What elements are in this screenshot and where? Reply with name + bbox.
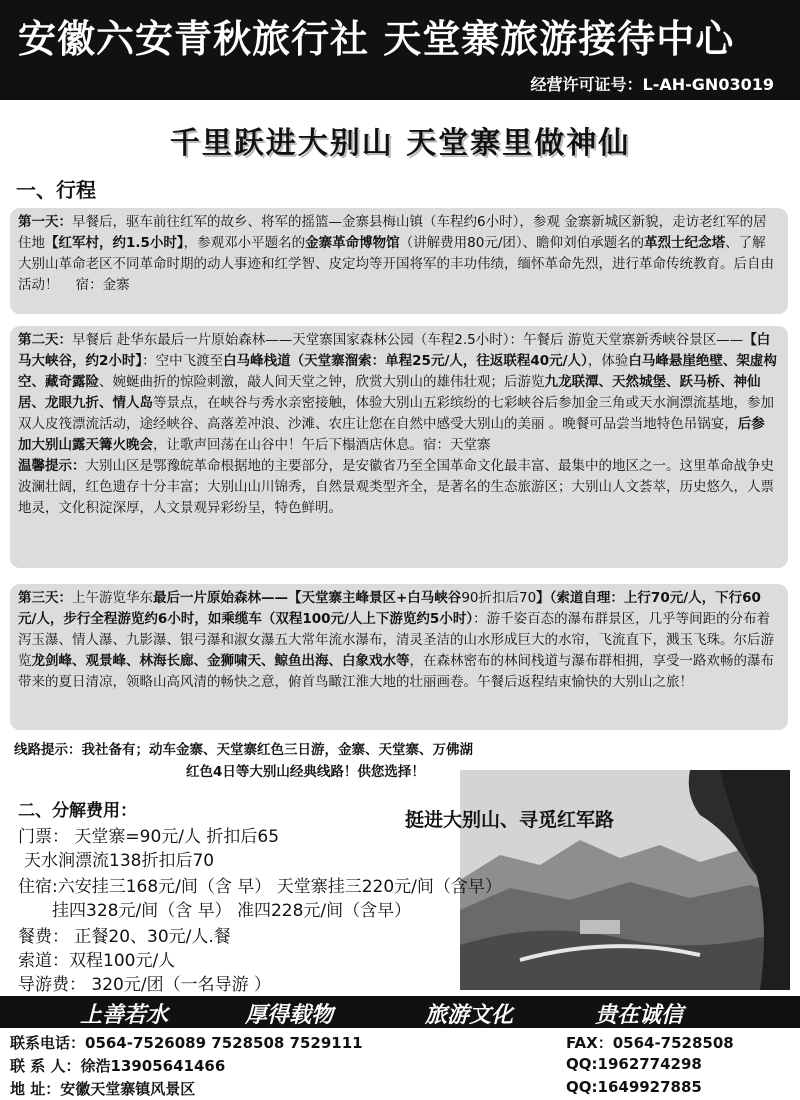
day2-tip-label: 温馨提示：	[18, 458, 86, 474]
contact-address: 地 址：安徽天堂寨镇风景区	[10, 1080, 196, 1098]
day1-t1: 早餐后，驱车前往红军的故乡、将军的摇篮—金寨县梅山镇（车程约6小时），参观 金寨新城区新貌，走访老红军的居住地	[18, 214, 767, 251]
slogan: 千里跃进大别山 天堂寨里做神仙	[169, 126, 631, 161]
day3-b1: 最后一片原始森林——【天堂寨主峰景区+白马峡谷	[153, 590, 462, 606]
cost-lodging1: 住宿:六安挂三168元/间（含 早） 天堂寨挂三220元/间（含早）	[18, 877, 502, 897]
landscape-image	[460, 770, 790, 990]
cost-rafting: 天水涧漂流138折扣后70	[24, 851, 215, 871]
day3-t1: 上午游览华东	[72, 590, 153, 606]
day1-b3: 革烈士纪念塔	[644, 235, 726, 251]
day3-t4: ，在森林密布的林间栈道与瀑布群相拥，享受一路欢畅的瀑布带来的夏日清凉，领略山高风清的畅快之意，俯首鸟瞰江淮大地的壮丽画卷。午餐后返程结束愉快的大别山之旅！	[18, 653, 774, 690]
day1-b1: 【红军村，约1.5小时】	[45, 235, 184, 251]
motto-3: 旅游文化	[425, 1002, 514, 1028]
agency-title: 安徽六安青秋旅行社 天堂寨旅游接待中心	[18, 17, 735, 61]
photo-caption: 挺进大别山、寻觅红军路	[405, 809, 615, 831]
day1-text	[18, 212, 778, 296]
contact-qq2: QQ:1649927885	[566, 1078, 702, 1096]
day2-label: 第二天：	[18, 332, 72, 348]
mountain-photo	[460, 770, 790, 990]
day2-b3: 白马峰悬崖绝壁、架虚构空、藏奇露险	[18, 353, 777, 390]
day2-b2: 白马峰栈道（天堂寨溜索：单程25元/人，往返联程40元/人）	[223, 353, 588, 369]
cost-meals: 餐费： 正餐20、30元/人.餐	[18, 927, 231, 947]
day1-stay: 宿：金寨	[75, 277, 130, 293]
day3-t3: ：游千姿百态的瀑布群景区，几乎等间距的分布着泻玉瀑、情人瀑、九影瀑、银弓瀑和淑女瀑五大常年流水瀑布，清灵圣洁的山水形成巨大的水帘，飞流直下，溅玉飞珠。尔后游览	[18, 611, 774, 669]
contact-fax: FAX：0564-7528508	[566, 1034, 734, 1052]
day1-t4: 、了解大别山革命老区不同革命时期的动人事迹和红学智、皮定均等开国将军的丰功伟绩，缅怀革命先烈，进行革命传统教育。后自由活动！	[18, 235, 774, 293]
cost-cableway: 索道：双程100元/人	[18, 951, 176, 971]
motto-bar	[0, 996, 800, 1028]
route-tip-line2: 红色4日等大别山经典线路！供您选择！	[186, 764, 425, 780]
motto-4: 贵在诚信	[595, 1002, 684, 1028]
day3-box	[10, 584, 788, 730]
day2-t3: ，体验	[587, 353, 629, 369]
cost-lodging2: 挂四328元/间（含 早） 准四228元/间（含早）	[52, 901, 412, 921]
header-banner	[0, 0, 800, 100]
day2-b4: 九龙联潭、天然城堡、跃马桥、神仙居、龙眼九折、情人岛	[18, 374, 761, 411]
day1-b2: 金寨革命博物馆	[305, 235, 400, 251]
day3-b3: 龙剑峰、观景峰、林海长廊、金狮啸天、鲸鱼出海、白象戏水等	[31, 653, 410, 669]
day3-label: 第三天：	[18, 590, 72, 606]
day2-t6: ，让歌声回荡在山谷中！午后下榻酒店休息。宿：天堂寨	[153, 437, 491, 453]
cost-guide: 导游费： 320元/团（一名导游 ）	[18, 975, 271, 995]
day2-tip-text: 大别山区是鄂豫皖革命根据地的主要部分，是安徽省乃至全国革命文化最丰富、最集中的地区之一。这里革命战争史波澜壮阔，红色遗存十分丰富；大别山山川锦秀，自然景观类型齐全，是著名的生态旅游区；大别山人文荟萃，历史悠久，人票地灵，文化积淀深厚，人文景观异彩纷呈，特色鲜明。	[18, 458, 774, 516]
section-costs-title: 二、分解费用：	[18, 801, 137, 821]
day1-t3: （讲解费用80元/团）、瞻仰刘伯承题名的	[399, 235, 645, 251]
day2-t2: ：空中飞渡至	[142, 353, 224, 369]
day2-box	[10, 326, 788, 568]
day1-box	[10, 208, 788, 314]
route-tip-line1: 线路提示：我社备有；动车金寨、天堂寨红色三日游，金寨、天堂寨、万佛湖	[14, 742, 473, 758]
day2-t1: 早餐后 赴华东最后一片原始森林——天堂寨国家森林公园（车程2.5小时）：午餐后 游览天堂寨新秀峡谷景区——	[72, 332, 744, 348]
day3-t2: 90折扣后70	[461, 590, 537, 606]
day3-b2: 】（索道自理：上行70元/人，下行60元/人，步行全程游览约6小时，如乘缆车（双程100元/人上下游览约5小时）	[18, 590, 761, 627]
day2-tip	[18, 456, 778, 519]
day1-label: 第一天：	[18, 214, 72, 230]
day2-b1: 【白马大峡谷，约2小时】	[18, 332, 771, 369]
day2-text	[18, 330, 778, 456]
section-itinerary-title: 一、行程	[16, 178, 96, 202]
day2-t4: 、婉蜒曲折的惊险刺激，敲人间天堂之钟，欣赏大别山的雄伟壮观；后游览	[99, 374, 545, 390]
motto-1: 上善若水	[80, 1002, 169, 1028]
day3-text	[18, 588, 778, 693]
day1-t2: ，参观邓小平题名的	[183, 235, 306, 251]
contact-person: 联 系 人：徐浩13905641466	[10, 1057, 226, 1075]
contact-qq1: QQ:1962774298	[566, 1055, 702, 1073]
license-number: 经营许可证号：L-AH-GN03019	[530, 75, 774, 94]
contact-phone: 联系电话：0564-7526089 7528508 7529111	[10, 1034, 363, 1052]
day2-b5: 后参加大别山露天篝火晚会	[18, 416, 765, 453]
day2-t5: 等景点，在峡谷与秀水亲密接触，体验大别山五彩缤纷的七彩峡谷后参加金三角或天水涧漂流基地，参加双人皮筏漂流活动，途经峡谷、高落差冲浪、沙滩、农庄让您在自然中感受大别山的美丽 。晚餐可品尝当地特色吊锅宴，	[18, 395, 774, 432]
cost-ticket: 门票： 天堂寨=90元/人 折扣后65	[18, 827, 280, 847]
motto-2: 厚得载物	[245, 1002, 334, 1028]
